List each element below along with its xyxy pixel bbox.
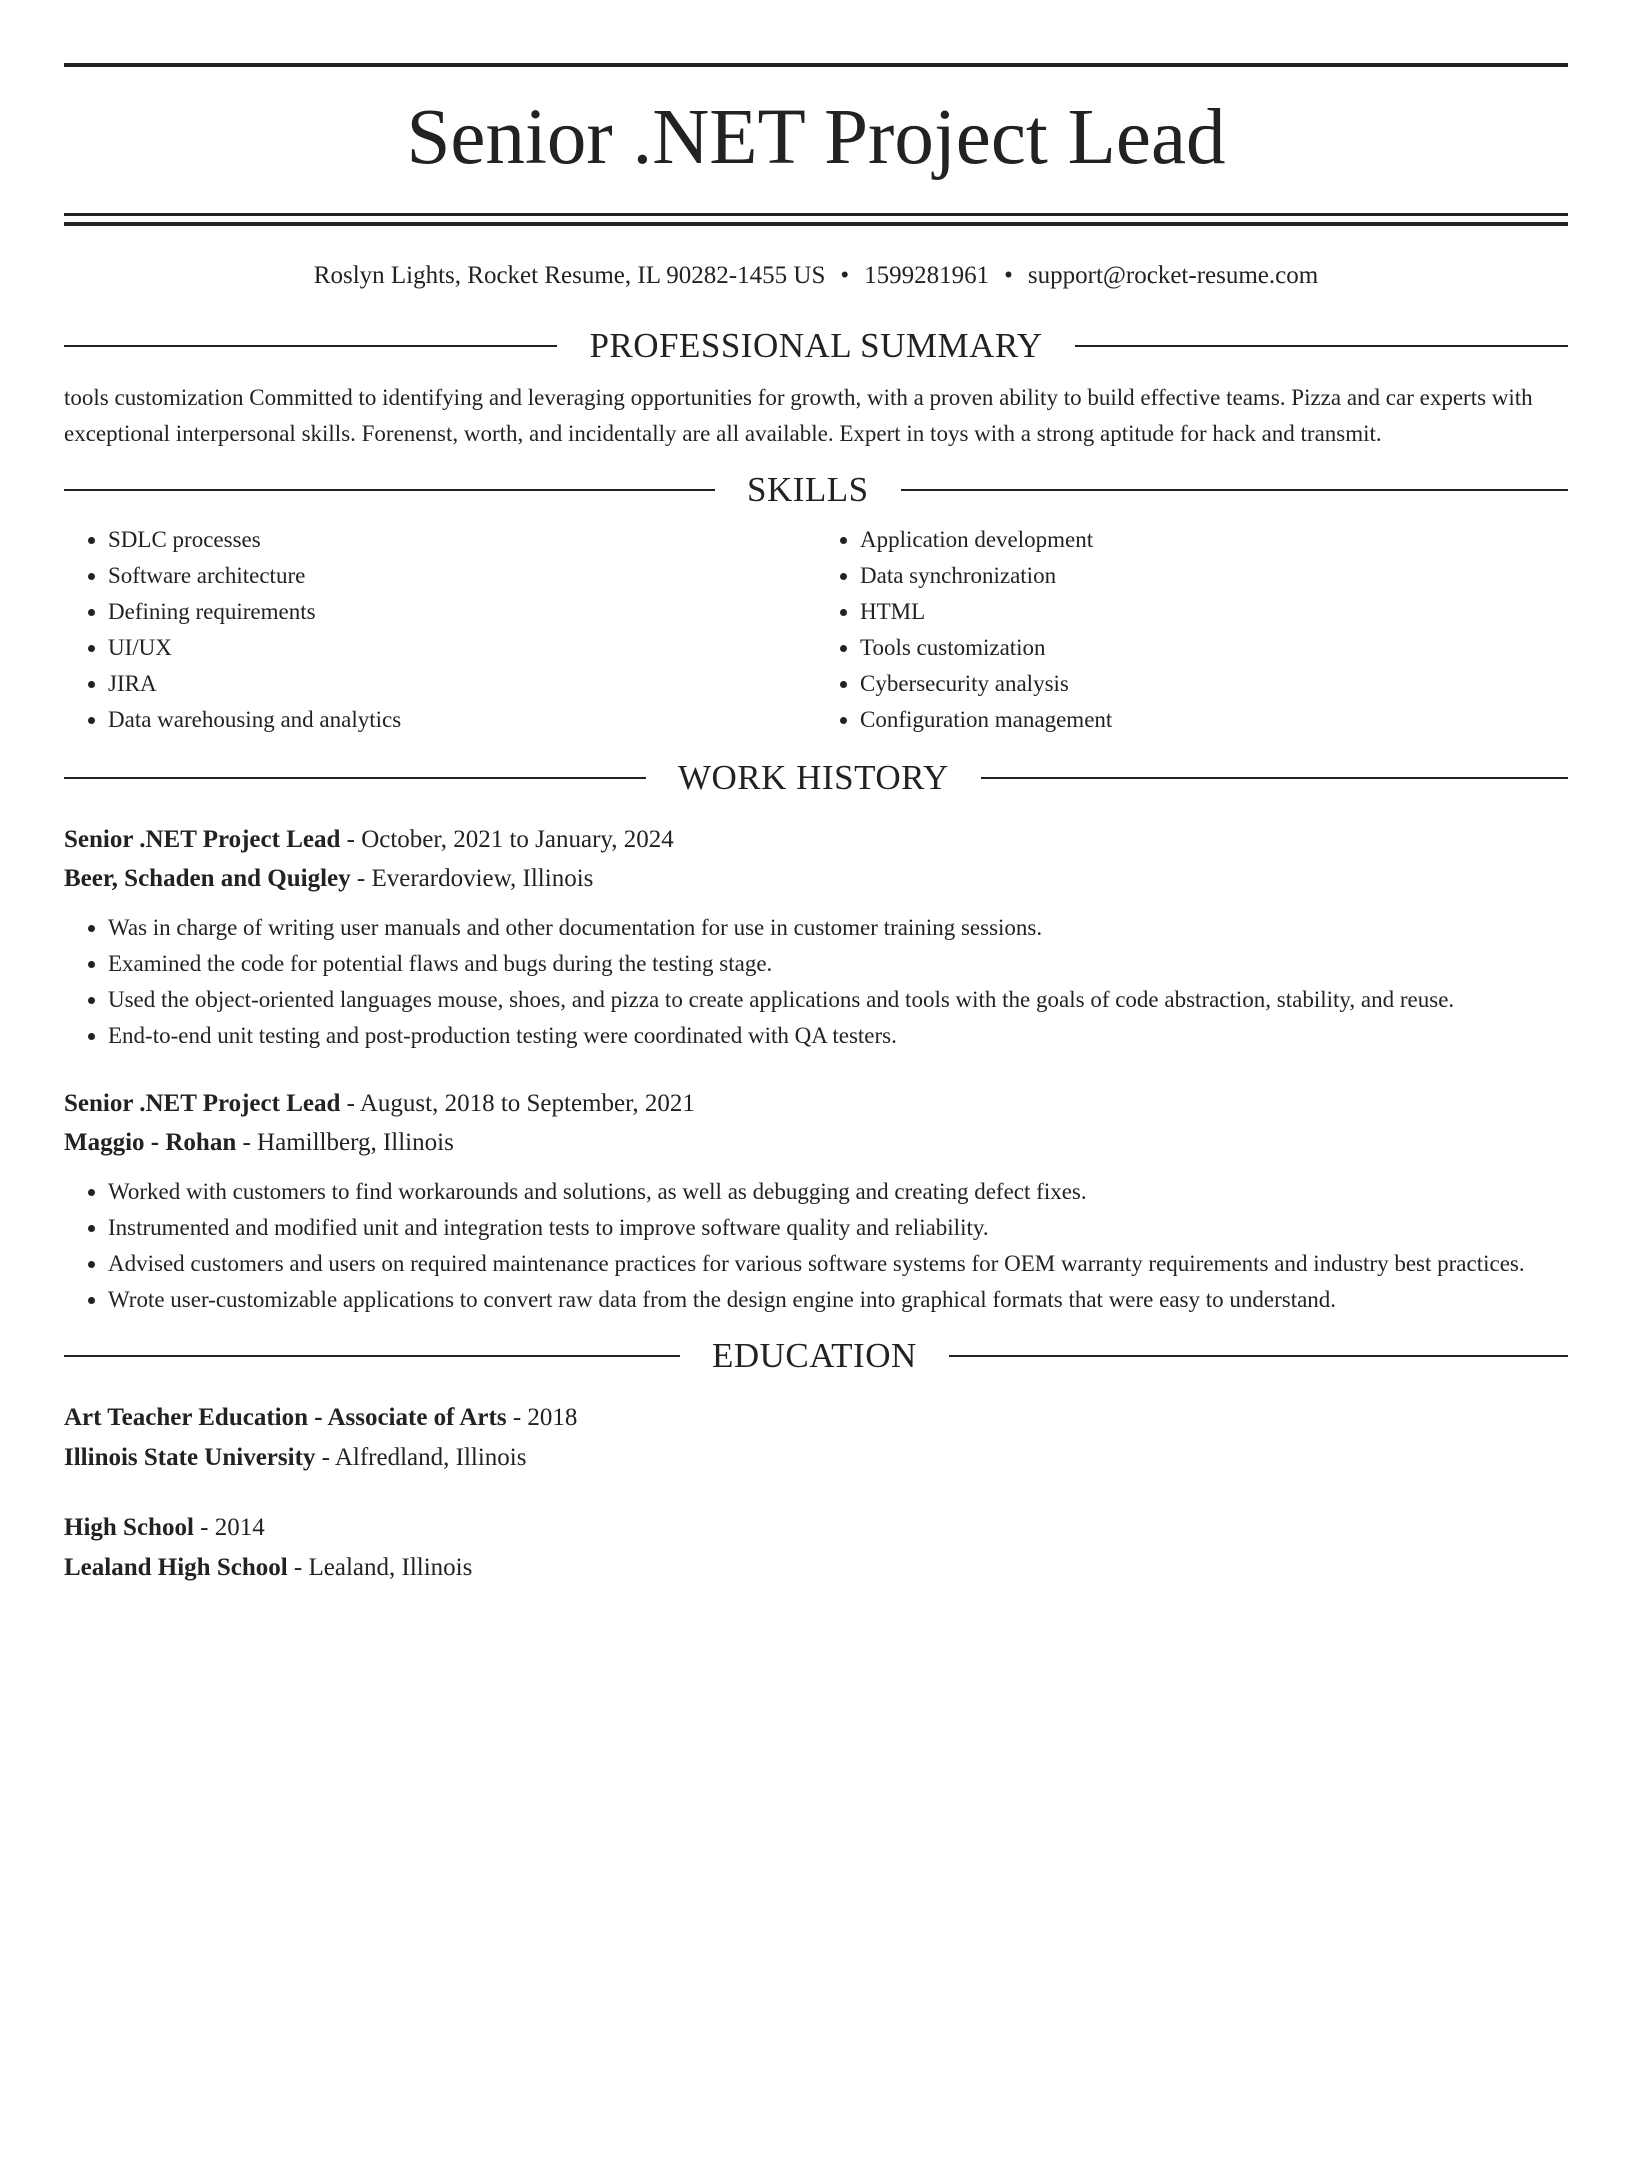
- education-degree: Art Teacher Education - Associate of Arts: [64, 1404, 507, 1431]
- section-heading-summary: [64, 326, 1568, 366]
- education-school: Lealand High School: [64, 1554, 288, 1581]
- summary-text: tools customization Committed to identifying and leveraging opportunities for growth, with a proven ability to build effective teams. Pizza and car experts with exceptional interpersonal skills. Forenenst, worth, and incidentally are all available. Expert in toys with a strong aptitude for hack and transmit.: [64, 385, 1533, 446]
- skill-item: • UI/UX: [108, 630, 816, 666]
- education-school: Illinois State University: [64, 1444, 316, 1471]
- divider-line: [64, 1355, 680, 1357]
- divider-line: [64, 489, 715, 491]
- resume-title: Senior .NET Project Lead: [406, 94, 1226, 181]
- job-location: - Everardoview, Illinois: [350, 865, 594, 892]
- skill-item: • Application development: [860, 522, 1568, 558]
- divider-line: [64, 777, 646, 779]
- contact-line: [64, 260, 1568, 292]
- divider-line: [64, 345, 557, 347]
- skill-item: • HTML: [860, 594, 1568, 630]
- job-title-line: [64, 1084, 1568, 1123]
- job-bullet: • Was in charge of writing user manuals and other documentation for use in customer training sessions.: [108, 910, 1568, 946]
- education-entry: [64, 1398, 1568, 1478]
- section-title: EDUCATION: [712, 1336, 917, 1375]
- skill-item: • SDLC processes: [108, 522, 816, 558]
- job-company: Maggio - Rohan: [64, 1129, 237, 1156]
- education-location: - Lealand, Illinois: [287, 1554, 473, 1581]
- job-dates: - August, 2018 to September, 2021: [340, 1090, 695, 1117]
- divider-line: [981, 777, 1568, 779]
- education-school-line: [64, 1548, 1568, 1588]
- title-double-rule: [64, 213, 1568, 226]
- section-heading-work: [64, 758, 1568, 798]
- job-bullet: • Examined the code for potential flaws and bugs during the testing stage.: [108, 946, 1568, 982]
- skill-item: • Configuration management: [860, 702, 1568, 738]
- skill-item: • Defining requirements: [108, 594, 816, 630]
- education-school-line: [64, 1438, 1568, 1478]
- job-dates: - October, 2021 to January, 2024: [340, 826, 674, 853]
- section-heading-education: [64, 1336, 1568, 1376]
- contact-address: Roslyn Lights, Rocket Resume, IL 90282-1455 US: [313, 262, 826, 289]
- skill-item: • Data warehousing and analytics: [108, 702, 816, 738]
- job-bullet: • Instrumented and modified unit and integration tests to improve software quality and reliability.: [108, 1210, 1568, 1246]
- education-location: - Alfredland, Illinois: [315, 1444, 527, 1471]
- divider-line: [1075, 345, 1568, 347]
- job-bullet: • Used the object-oriented languages mouse, shoes, and pizza to create applications and tools with the goals of code abstraction, stability, and reuse.: [108, 982, 1568, 1018]
- contact-phone: 1599281961: [864, 262, 990, 289]
- education-degree: High School: [64, 1514, 194, 1541]
- divider-line: [901, 489, 1568, 491]
- job-title-line: [64, 820, 1568, 859]
- skill-item: • Software architecture: [108, 558, 816, 594]
- skill-item: • Data synchronization: [860, 558, 1568, 594]
- top-rule: [64, 63, 1568, 67]
- job-bullet: • Wrote user-customizable applications to convert raw data from the design engine into graphical formats that were easy to understand.: [108, 1282, 1568, 1318]
- skills-column-left: [64, 522, 816, 738]
- job-title: Senior .NET Project Lead: [64, 826, 341, 853]
- job-bullet: • End-to-end unit testing and post-production testing were coordinated with QA testers.: [108, 1018, 1568, 1054]
- section-title: PROFESSIONAL SUMMARY: [589, 326, 1043, 365]
- skills-column-right: [816, 522, 1568, 738]
- contact-separator: •: [840, 262, 850, 289]
- contact-separator: •: [1004, 262, 1013, 289]
- skill-item: • Tools customization: [860, 630, 1568, 666]
- resume-page: [0, 63, 1632, 2175]
- job-bullet: • Worked with customers to find workarounds and solutions, as well as debugging and creating defect fixes.: [108, 1174, 1568, 1210]
- education-degree-line: [64, 1508, 1568, 1548]
- job-bullet: • Advised customers and users on required maintenance practices for various software systems for OEM warranty requirements and industry best practices.: [108, 1246, 1568, 1282]
- education-year: - 2014: [193, 1514, 265, 1541]
- section-title: WORK HISTORY: [678, 758, 949, 797]
- job-title: Senior .NET Project Lead: [64, 1090, 341, 1117]
- job-bullets: [64, 910, 1568, 1054]
- contact-email: support@rocket-resume.com: [1027, 262, 1319, 289]
- divider-line: [949, 1355, 1568, 1357]
- education-entry: [64, 1508, 1568, 1588]
- education-degree-line: [64, 1398, 1568, 1438]
- skill-item: • JIRA: [108, 666, 816, 702]
- section-heading-skills: [64, 470, 1568, 510]
- job-company: Beer, Schaden and Quigley: [64, 865, 351, 892]
- job-bullets: [64, 1174, 1568, 1318]
- job-entry: [64, 820, 1568, 1054]
- section-title: SKILLS: [747, 470, 869, 509]
- skills-list: [64, 522, 1568, 738]
- job-company-line: [64, 859, 1568, 898]
- job-entry: [64, 1084, 1568, 1318]
- job-location: - Hamillberg, Illinois: [236, 1129, 454, 1156]
- skill-item: • Cybersecurity analysis: [860, 666, 1568, 702]
- job-company-line: [64, 1123, 1568, 1162]
- education-year: - 2018: [506, 1404, 578, 1431]
